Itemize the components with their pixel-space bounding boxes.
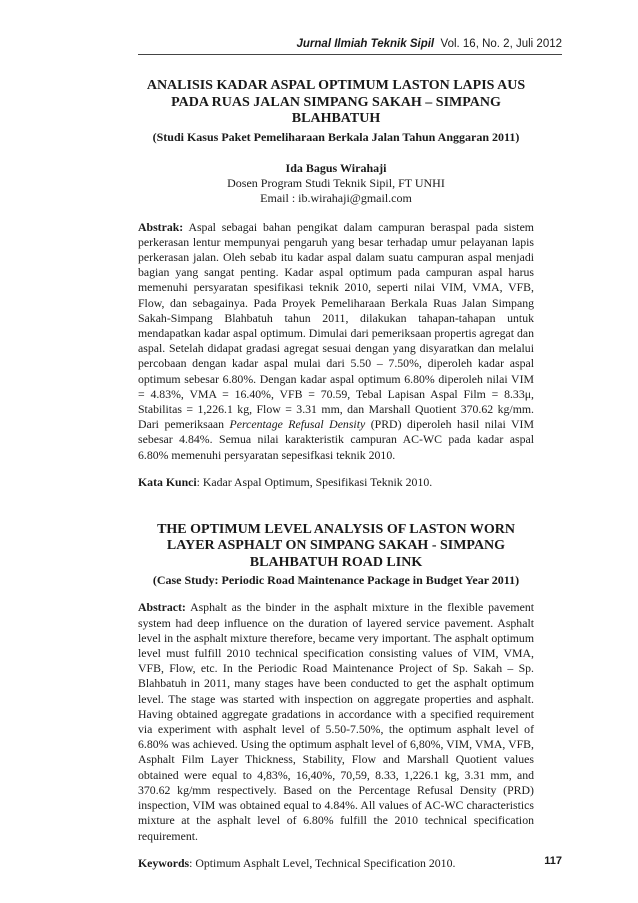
abstract-indonesian-text-2: (PRD) diperoleh hasil nilai VIM sebesar 4.84%. Semua nilai karakteristik campuran AC-WC pada kadar aspal 6.80% memenuhi persyaratan sepesifkasi teknik 2010. [138,417,534,462]
running-header [138,38,562,55]
abstract-indonesian-italic-term: Percentage Refusal Density [229,417,366,432]
keywords-english-label: Keywords [138,855,190,870]
abstract-indonesian-text-1: Aspal sebagai bahan pengikat dalam campuran beraspal pada sistem perkerasan lentur mempunyai pengaruh yang besar terhadap umur pelayanan lapis perkerasan jalan. Oleh sebab itu kadar aspal dalam suatu campuran aspal menjadi bagian yang sangat penting. Kadar aspal optimum pada campuran aspal harus memenuhi persyaratan spesifikasi teknik 2010, seperti nilai VIM, VMA, VFB, Flow, dan sebagainya. Pada Proyek Pemeliharaan Berkala Ruas Jalan Simpang Sakah-Simpang Blahbatuh tahun 2011, dilakukan tahapan-tahapan untuk mendapatkan kadar aspal optimum. Dimulai dari pemeriksaan propertis agregat dan aspal. Setelah didapat gradasi agregat sesuai dengan yang disyaratkan dan melalui percobaan dengan kadar aspal mulai dari 5.50 – 7.50%, diperoleh kadar aspal optimum sebesar 6.80%. Dengan kadar aspal optimum 6.80% diperoleh nilai VIM = 4.83%, VMA = 16.40%, VFB = 70.59, Tebal Lapisan Aspal Film = 8.33μ, Stabilitas = 1,226.1 kg, Flow = 3.31 mm, dan Marshall Quotient 370.62 kg/mm. Dari pemeriksaan [138,219,534,432]
journal-issue: Vol. 16, No. 2, Juli 2012 [440,38,562,50]
journal-name: Jurnal Ilmiah Teknik Sipil [296,38,435,50]
keywords-english-text: : Optimum Asphalt Level, Technical Specification 2010. [189,855,456,870]
paper-subtitle-indonesian: (Studi Kasus Paket Pemeliharaan Berkala Jalan Tahun Anggaran 2011) [152,129,520,144]
abstract-english-text: Asphalt as the binder in the asphalt mixture in the flexible pavement system had deep influence on the duration of layered service pavement. Asphalt level in the asphalt mixture therefore, became very important. The asphalt optimum level must fulfill 2010 technical specification consisting values of VIM, VMA, VFB, Flow, etc. In the Periodic Road Maintenance Project of Sp. Sakah – Sp. Blahbatuh in 2011, many stages have been conducted to get the asphalt optimum level. The stage was started with inspection on aggregate properties and asphalt. Having obtained aggregate gradations in accordance with a specified requirement via experiment with asphalt level of 5.50-7.50%, the optimum asphalt level of 6.80% was achieved. Using the optimum asphalt level of 6,80%, VIM, VMA, VFB, Asphalt Film Layer Thickness, Stability, Flow and Marshall Quotient values obtained were equal to 4,83%, 16,40%, 70,59, 8.33, 1,226.1 kg, 3.31 mm, and 370.62 kg/mm respectively. Based on the Percentage Refusal Density (PRD) inspection, VIM was obtained equal to 4.84%. All values of AC-WC characteristics mixture at the asphalt level of 6.80% fulfill the 2010 technical specification requirement. [138,600,534,843]
abstract-english [138,600,534,843]
paper-content [138,78,534,871]
paper-title-english: THE OPTIMUM LEVEL ANALYSIS OF LASTON WORN LAYER ASPHALT ON SIMPANG SAKAH - SIMPANG BLAHBATUH ROAD LINK [157,521,515,570]
page-number: 117 [544,855,562,867]
keywords-english [138,856,534,871]
abstract-english-label: Abstract: [138,600,186,615]
keywords-indonesian [138,475,534,490]
keywords-indonesian-label: Kata Kunci [138,474,197,489]
paper-subtitle-english: (Case Study: Periodic Road Maintenance Package in Budget Year 2011) [152,573,520,588]
author-name: Ida Bagus Wirahaji [285,160,387,175]
abstract-indonesian-label: Abstrak: [138,219,184,234]
author-email: Email : ib.wirahaji@gmail.com [260,190,412,205]
abstract-indonesian [138,220,534,463]
keywords-indonesian-text: : Kadar Aspal Optimum, Spesifikasi Teknik 2010. [196,474,433,489]
author-affiliation: Dosen Program Studi Teknik Sipil, FT UNHI [227,175,445,190]
paper-title-indonesian: ANALISIS KADAR ASPAL OPTIMUM LASTON LAPIS AUS PADA RUAS JALAN SIMPANG SAKAH – SIMPANG BLAHBATUH [146,78,526,126]
